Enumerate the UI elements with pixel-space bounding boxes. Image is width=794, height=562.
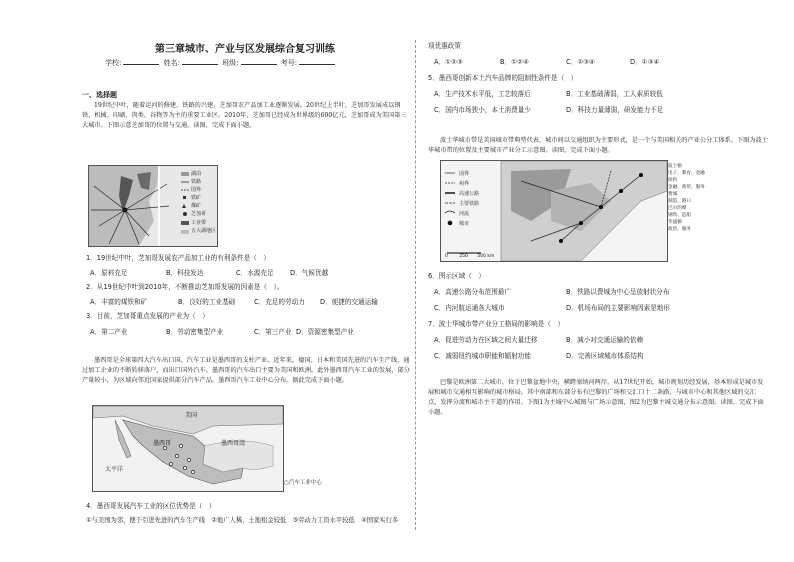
q1-option-a[interactable]: A．原料充足	[90, 269, 128, 277]
city-newyork: 纽约	[668, 178, 678, 183]
question-3: 3．目前，芝加哥重点发展的产业为（ ）	[86, 312, 209, 320]
passage-chicago: 19世纪中叶，随着运河的修建，铁路的兴建，芝加哥农产品加工业逐渐发展。20世纪上半叶，芝加哥发展成以钢铁、机械、印刷、肉类、谷物等为主的重要工业区。2010年，芝加哥已经成为世界级的600亿元，芝加哥成为美国第三大城市。下图示意芝加哥的位置与交通。读图，完成下面小题。	[82, 102, 407, 129]
q4-option-d[interactable]: D．①③④	[630, 58, 660, 66]
q2-option-d[interactable]: D．便捷的交通运输	[320, 298, 378, 306]
scale-unit: km	[487, 254, 495, 259]
passage-boswash: 波士华城市带是美国城市带典型代表，城市间以交通组织为主要形式，是一个与美国相关的产业公分工体系。下图为波士华城市带的位置及主要城市产业分工示意图。读图，完成下面小题。	[428, 137, 768, 154]
legend-industrial-belt: 工业带	[191, 219, 207, 226]
city-newyork-note: 金融、商贸、服务	[668, 185, 705, 190]
q7-option-d[interactable]: D．完善区域城市体系结构	[566, 352, 644, 360]
legend-iron: 铁矿	[191, 195, 202, 202]
q6-option-b[interactable]: B．铁路以费城为中心呈放射状分布	[566, 288, 670, 296]
q3-option-d[interactable]: D．资源密集型产业	[296, 328, 354, 336]
q3-option-a[interactable]: A．第二产业	[90, 328, 128, 336]
passage-paris: 巴黎是欧洲第二大城市，位于巴黎盆地中央，横跨塞纳河两岸。从17世纪开始，城市规划历经发展，基本形成是城市发展和城市交通相互影响的城市格局。其中南部和东部分布有巴黎的广场和交汇口十二条路，与城市中心和其他区域的交汇点，发挥分流和城市主干道的作用。下图1为主城中心城图与广场示意图，图2为巴黎主城交通分布示意图。读图，完成下面小题。	[428, 379, 764, 416]
question-2: 2．从19世纪中叶到2010年，不断推动芝加哥发展的因素是（ ）。	[86, 283, 284, 291]
boswash-map	[440, 160, 668, 262]
name-blank[interactable]	[182, 58, 218, 65]
legend-chicago: 芝加哥	[191, 211, 207, 218]
school-blank[interactable]	[123, 58, 159, 65]
legend-auto-center: 汽车工业中心	[288, 480, 322, 486]
q6-option-d[interactable]: D．机场布局的主要影响因素是地形	[566, 304, 670, 312]
legend-river: 河流	[459, 211, 470, 217]
chicago-map-legend	[191, 170, 216, 235]
legend-city: 城市	[459, 221, 470, 227]
legend-main-railway: 主要铁路	[459, 201, 480, 207]
legend-railway: 铁路	[191, 179, 202, 186]
legend-national-border: 国界	[459, 171, 470, 177]
student-info-line	[105, 58, 337, 68]
q2-option-a[interactable]: A．丰富的煤铁和矿	[90, 298, 148, 306]
city-baltimore-note: 钢铁、造船	[668, 213, 691, 218]
q4-option-b[interactable]: B．①②④	[500, 58, 529, 66]
q3-option-b[interactable]: B．劳动密集型产业	[166, 328, 224, 336]
question-7: 7．波士华城市带产业分工格局的影响是（ ）	[428, 320, 565, 328]
class-blank[interactable]	[241, 58, 277, 65]
question-6: 6．图示区域（ ）	[428, 272, 485, 280]
section-heading: 一、选择题	[82, 91, 117, 99]
exam-no-label: 考号:	[280, 59, 298, 67]
question-1: 1．19世纪中叶，芝加哥发展农产品加工业的有利条件是（ ）	[86, 254, 271, 262]
question-4: 4．墨西哥发展汽车工业的区位优势是（ ）	[86, 502, 216, 510]
scale-500: 500	[477, 254, 486, 259]
city-baltimore: 巴尔的摩	[668, 206, 687, 211]
legend-lake: 湖泊	[191, 171, 202, 177]
boswash-legend	[459, 169, 479, 229]
q6-option-a[interactable]: A．高速公路分布范围最广	[434, 288, 512, 296]
label-usa: 美国	[185, 412, 198, 419]
chicago-map	[88, 165, 218, 247]
q6-option-c[interactable]: C．内河航运通各大城市	[434, 304, 505, 312]
q5-option-c[interactable]: C．国内市场狭小，本土消费量少	[434, 106, 531, 114]
scale-bar	[445, 254, 494, 259]
q1-option-d[interactable]: D．气候优越	[290, 269, 329, 277]
q4-statements: ①与美国为邻，便于引进先进的汽车生产线 ②地广人稀，土地租金较低 ③劳动力工资水平较低 ④国家实行多	[86, 517, 399, 524]
scale-0: 0	[445, 254, 448, 259]
q4-option-c[interactable]: C．②③④	[566, 58, 595, 66]
q7-option-a[interactable]: A．促进劳动力在区域之间大量迁移	[434, 336, 538, 344]
q7-option-b[interactable]: B．减小对交通运输的依赖	[566, 336, 644, 344]
legend-highway: 高速公路	[459, 191, 480, 197]
q5-option-a[interactable]: A．生产技术水平低，工艺较落后	[434, 90, 531, 98]
label-gulf-of-mexico: 墨西哥湾	[221, 440, 246, 447]
city-philadelphia: 费城	[668, 192, 678, 197]
boswash-city-functions	[668, 163, 732, 233]
mexico-map-legend	[284, 478, 322, 486]
q1-option-b[interactable]: B．科技发达	[166, 269, 204, 277]
legend-state-border: 州界	[459, 181, 470, 187]
q4-option-a[interactable]: A．①②③	[434, 58, 463, 66]
name-label: 姓名:	[163, 59, 180, 67]
mexico-map	[92, 405, 284, 492]
question-5: 5．墨西哥创新本土汽车品牌的阻制性条件是（ ）	[428, 74, 578, 82]
passage-mexico: 墨西哥是全球第四大汽车出口国。汽车工业是墨西哥的支柱产业。近年来，德国、日本和美国先进的汽车生产线，通过加工企业的不断转移落户，而出口国外汽车。墨西哥的汽车出口主要为美国和欧洲。此外墨西哥汽车工业的发展，部分产量较小，为区域向邻近国家提供部分汽车产品，墨西哥汽车工业中心分布。据此完成下面小题。	[82, 357, 410, 384]
city-boston: 波士顿	[668, 164, 682, 169]
q5-option-d[interactable]: D．科技力量薄弱，研发能力不足	[566, 106, 664, 114]
legend-marker-icon: ○	[284, 480, 289, 486]
scale-250: 250	[459, 254, 468, 259]
q5-option-b[interactable]: B．工业基础薄弱，工人素质较低	[566, 90, 663, 98]
label-mexico: 墨西哥	[153, 440, 172, 447]
column-divider	[415, 40, 416, 530]
q4-continuation: 项优惠政策	[428, 42, 461, 50]
label-pacific: 太平洋	[105, 466, 124, 473]
city-washington: 华盛顿	[668, 220, 682, 225]
q1-option-c[interactable]: C．水源充足	[236, 269, 274, 277]
q7-option-c[interactable]: C．减弱纽约城市职能和辐射功能	[434, 352, 531, 360]
city-philadelphia-note: 制造、港口	[668, 199, 691, 204]
legend-coal: 煤矿	[191, 203, 202, 210]
page-title: 第三章城市、产业与区发展综合复习训练	[155, 44, 335, 55]
q2-option-b[interactable]: B．良好的工业基础	[178, 298, 236, 306]
city-washington-note: 政治、服务	[668, 227, 691, 232]
school-label: 学校:	[105, 59, 122, 67]
q2-option-c[interactable]: C．充足的劳动力	[254, 298, 305, 306]
legend-great-lakes: 五大湖地区	[191, 227, 217, 234]
city-boston-note: 电子、教育、金融	[668, 171, 705, 176]
legend-border: 国界	[191, 187, 202, 194]
class-label: 班级:	[222, 59, 239, 67]
exam-no-blank[interactable]	[299, 58, 335, 65]
q3-option-c[interactable]: C．第三产业	[254, 328, 292, 336]
